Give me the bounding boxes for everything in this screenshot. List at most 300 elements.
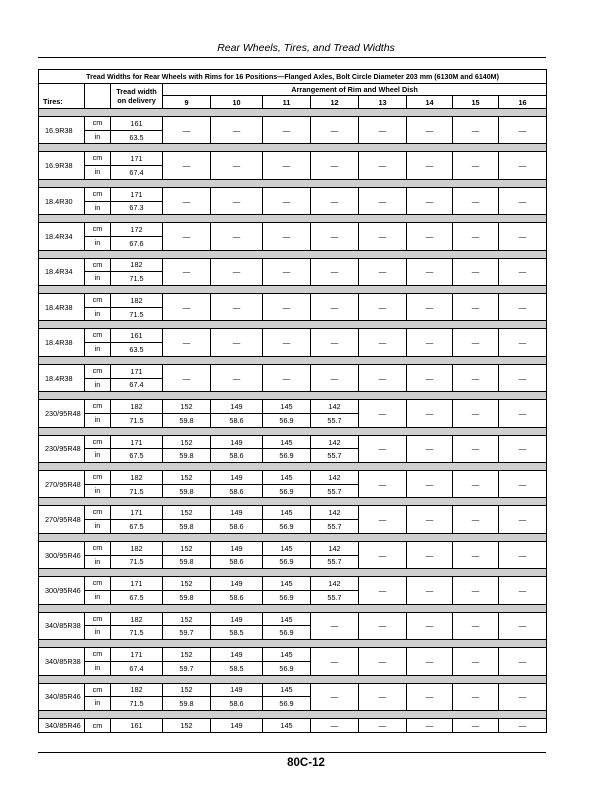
position-10-in: 58.6 bbox=[211, 449, 263, 463]
unit-cm: cm bbox=[85, 117, 111, 131]
position-9-in: 59.7 bbox=[163, 661, 211, 675]
empty-value-dash: — bbox=[453, 577, 499, 604]
table-row bbox=[39, 648, 547, 662]
separator-row bbox=[39, 498, 547, 506]
empty-value-dash: — bbox=[311, 612, 359, 639]
footer-divider bbox=[38, 752, 546, 753]
tire-size: 18.4R34 bbox=[39, 223, 85, 250]
position-10-in: 58.6 bbox=[211, 590, 263, 604]
table-row bbox=[39, 612, 547, 626]
position-12-cm: 142 bbox=[311, 506, 359, 520]
position-12-in: 55.7 bbox=[311, 449, 359, 463]
delivery-in: 71.5 bbox=[111, 272, 163, 286]
position-10-in: 58.6 bbox=[211, 520, 263, 534]
empty-value-dash: — bbox=[211, 294, 263, 321]
position-9-in: 59.8 bbox=[163, 413, 211, 427]
empty-value-dash: — bbox=[359, 223, 407, 250]
empty-value-dash: — bbox=[359, 435, 407, 462]
tire-size: 270/95R48 bbox=[39, 471, 85, 498]
table-row bbox=[39, 223, 547, 237]
empty-value-dash: — bbox=[311, 223, 359, 250]
position-11-in: 56.9 bbox=[263, 449, 311, 463]
empty-value-dash: — bbox=[499, 117, 547, 144]
unit-in: in bbox=[85, 449, 111, 463]
empty-value-dash: — bbox=[499, 612, 547, 639]
empty-value-dash: — bbox=[407, 648, 453, 675]
delivery-in: 71.5 bbox=[111, 555, 163, 569]
position-9-cm: 152 bbox=[163, 648, 211, 662]
unit-cm: cm bbox=[85, 152, 111, 166]
empty-value-dash: — bbox=[263, 117, 311, 144]
header-unit bbox=[85, 84, 111, 109]
position-10-in: 58.6 bbox=[211, 555, 263, 569]
delivery-cm: 171 bbox=[111, 506, 163, 520]
empty-value-dash: — bbox=[499, 400, 547, 427]
tire-size: 340/85R38 bbox=[39, 612, 85, 639]
empty-value-dash: — bbox=[359, 152, 407, 179]
empty-value-dash: — bbox=[453, 329, 499, 356]
empty-value-dash: — bbox=[359, 541, 407, 568]
empty-value-dash: — bbox=[311, 329, 359, 356]
empty-value-dash: — bbox=[407, 187, 453, 214]
position-12-cm: 142 bbox=[311, 435, 359, 449]
separator-row bbox=[39, 356, 547, 364]
position-11-cm: 145 bbox=[263, 506, 311, 520]
delivery-cm: 171 bbox=[111, 187, 163, 201]
empty-value-dash: — bbox=[499, 718, 547, 732]
unit-in: in bbox=[85, 520, 111, 534]
table-row bbox=[39, 400, 547, 414]
unit-in: in bbox=[85, 484, 111, 498]
separator-row bbox=[39, 179, 547, 187]
delivery-cm: 172 bbox=[111, 223, 163, 237]
delivery-cm: 171 bbox=[111, 435, 163, 449]
delivery-in: 63.5 bbox=[111, 130, 163, 144]
empty-value-dash: — bbox=[311, 683, 359, 710]
empty-value-dash: — bbox=[311, 718, 359, 732]
delivery-in: 71.5 bbox=[111, 697, 163, 711]
empty-value-dash: — bbox=[407, 152, 453, 179]
delivery-in: 67.6 bbox=[111, 236, 163, 250]
position-10-in: 58.6 bbox=[211, 697, 263, 711]
delivery-in: 67.3 bbox=[111, 201, 163, 215]
position-11-cm: 145 bbox=[263, 471, 311, 485]
delivery-cm: 182 bbox=[111, 612, 163, 626]
empty-value-dash: — bbox=[499, 471, 547, 498]
header-arrangement: Arrangement of Rim and Wheel Dish bbox=[163, 84, 547, 96]
delivery-in: 67.4 bbox=[111, 166, 163, 180]
unit-cm: cm bbox=[85, 329, 111, 343]
table-row bbox=[39, 506, 547, 520]
table-row bbox=[39, 683, 547, 697]
empty-value-dash: — bbox=[359, 683, 407, 710]
position-11-cm: 145 bbox=[263, 718, 311, 732]
empty-value-dash: — bbox=[499, 329, 547, 356]
tire-size: 16.9R38 bbox=[39, 152, 85, 179]
position-9-in: 59.8 bbox=[163, 590, 211, 604]
empty-value-dash: — bbox=[453, 435, 499, 462]
position-12-cm: 142 bbox=[311, 400, 359, 414]
empty-value-dash: — bbox=[211, 364, 263, 391]
tread-width-table bbox=[38, 69, 547, 733]
unit-cm: cm bbox=[85, 364, 111, 378]
tire-size: 340/85R38 bbox=[39, 648, 85, 675]
position-9-cm: 152 bbox=[163, 612, 211, 626]
empty-value-dash: — bbox=[359, 471, 407, 498]
unit-in: in bbox=[85, 166, 111, 180]
empty-value-dash: — bbox=[311, 648, 359, 675]
empty-value-dash: — bbox=[407, 329, 453, 356]
separator-row bbox=[39, 533, 547, 541]
empty-value-dash: — bbox=[453, 683, 499, 710]
empty-value-dash: — bbox=[311, 152, 359, 179]
position-12-in: 55.7 bbox=[311, 555, 359, 569]
empty-value-dash: — bbox=[263, 329, 311, 356]
empty-value-dash: — bbox=[359, 364, 407, 391]
empty-value-dash: — bbox=[163, 223, 211, 250]
empty-value-dash: — bbox=[499, 541, 547, 568]
position-11-cm: 145 bbox=[263, 541, 311, 555]
unit-in: in bbox=[85, 236, 111, 250]
separator-row bbox=[39, 321, 547, 329]
delivery-in: 63.5 bbox=[111, 343, 163, 357]
unit-cm: cm bbox=[85, 612, 111, 626]
unit-in: in bbox=[85, 272, 111, 286]
empty-value-dash: — bbox=[453, 294, 499, 321]
table-row bbox=[39, 152, 547, 166]
empty-value-dash: — bbox=[263, 187, 311, 214]
empty-value-dash: — bbox=[263, 364, 311, 391]
tire-size: 300/95R46 bbox=[39, 577, 85, 604]
delivery-cm: 182 bbox=[111, 683, 163, 697]
separator-row bbox=[39, 569, 547, 577]
delivery-cm: 161 bbox=[111, 718, 163, 732]
separator-row bbox=[39, 710, 547, 718]
empty-value-dash: — bbox=[407, 683, 453, 710]
empty-value-dash: — bbox=[359, 117, 407, 144]
empty-value-dash: — bbox=[407, 258, 453, 285]
position-9-cm: 152 bbox=[163, 683, 211, 697]
empty-value-dash: — bbox=[311, 364, 359, 391]
unit-cm: cm bbox=[85, 541, 111, 555]
position-10-in: 58.6 bbox=[211, 413, 263, 427]
empty-value-dash: — bbox=[499, 223, 547, 250]
empty-value-dash: — bbox=[407, 223, 453, 250]
tire-size: 18.4R38 bbox=[39, 294, 85, 321]
tire-size: 340/85R46 bbox=[39, 683, 85, 710]
empty-value-dash: — bbox=[453, 223, 499, 250]
position-9-cm: 152 bbox=[163, 471, 211, 485]
delivery-in: 67.4 bbox=[111, 661, 163, 675]
unit-cm: cm bbox=[85, 223, 111, 237]
empty-value-dash: — bbox=[359, 258, 407, 285]
empty-value-dash: — bbox=[499, 506, 547, 533]
table-row bbox=[39, 258, 547, 272]
separator-row bbox=[39, 392, 547, 400]
position-11-in: 56.9 bbox=[263, 626, 311, 640]
header-position-13: 13 bbox=[359, 96, 407, 109]
unit-cm: cm bbox=[85, 258, 111, 272]
table-row bbox=[39, 364, 547, 378]
position-10-cm: 149 bbox=[211, 400, 263, 414]
position-12-cm: 142 bbox=[311, 541, 359, 555]
empty-value-dash: — bbox=[263, 294, 311, 321]
empty-value-dash: — bbox=[359, 187, 407, 214]
table-row bbox=[39, 718, 547, 732]
position-9-cm: 152 bbox=[163, 541, 211, 555]
separator-row bbox=[39, 604, 547, 612]
header-tread-line1: Tread width bbox=[116, 87, 157, 96]
tire-size: 270/95R48 bbox=[39, 506, 85, 533]
empty-value-dash: — bbox=[263, 223, 311, 250]
delivery-cm: 171 bbox=[111, 364, 163, 378]
delivery-in: 67.4 bbox=[111, 378, 163, 392]
delivery-in: 71.5 bbox=[111, 307, 163, 321]
empty-value-dash: — bbox=[407, 718, 453, 732]
separator-row bbox=[39, 109, 547, 117]
empty-value-dash: — bbox=[453, 612, 499, 639]
tire-size: 18.4R38 bbox=[39, 364, 85, 391]
tire-size: 230/95R48 bbox=[39, 400, 85, 427]
unit-in: in bbox=[85, 697, 111, 711]
empty-value-dash: — bbox=[311, 187, 359, 214]
empty-value-dash: — bbox=[311, 117, 359, 144]
empty-value-dash: — bbox=[453, 471, 499, 498]
separator-row bbox=[39, 215, 547, 223]
unit-cm: cm bbox=[85, 471, 111, 485]
unit-cm: cm bbox=[85, 577, 111, 591]
delivery-cm: 161 bbox=[111, 117, 163, 131]
delivery-cm: 182 bbox=[111, 471, 163, 485]
empty-value-dash: — bbox=[499, 258, 547, 285]
empty-value-dash: — bbox=[359, 718, 407, 732]
position-10-in: 58.5 bbox=[211, 626, 263, 640]
position-10-cm: 149 bbox=[211, 435, 263, 449]
header-position-10: 10 bbox=[211, 96, 263, 109]
position-10-cm: 149 bbox=[211, 506, 263, 520]
position-11-cm: 145 bbox=[263, 400, 311, 414]
position-9-in: 59.8 bbox=[163, 697, 211, 711]
empty-value-dash: — bbox=[453, 541, 499, 568]
table-row bbox=[39, 329, 547, 343]
table-row bbox=[39, 117, 547, 131]
header-tread-width bbox=[111, 84, 163, 109]
page-number: 80C-12 bbox=[287, 757, 325, 769]
position-10-cm: 149 bbox=[211, 471, 263, 485]
unit-in: in bbox=[85, 555, 111, 569]
title-divider bbox=[38, 57, 546, 58]
position-10-in: 58.5 bbox=[211, 661, 263, 675]
empty-value-dash: — bbox=[499, 683, 547, 710]
unit-in: in bbox=[85, 307, 111, 321]
empty-value-dash: — bbox=[407, 294, 453, 321]
empty-value-dash: — bbox=[211, 117, 263, 144]
separator-row bbox=[39, 675, 547, 683]
empty-value-dash: — bbox=[311, 294, 359, 321]
delivery-in: 67.5 bbox=[111, 449, 163, 463]
separator-row bbox=[39, 640, 547, 648]
table-row bbox=[39, 577, 547, 591]
page-title: Rear Wheels, Tires, and Tread Widths bbox=[217, 42, 395, 54]
unit-cm: cm bbox=[85, 648, 111, 662]
unit-in: in bbox=[85, 378, 111, 392]
separator-row bbox=[39, 250, 547, 258]
table-row bbox=[39, 294, 547, 308]
position-10-cm: 149 bbox=[211, 612, 263, 626]
empty-value-dash: — bbox=[407, 577, 453, 604]
table-row bbox=[39, 541, 547, 555]
position-11-in: 56.9 bbox=[263, 661, 311, 675]
table-row bbox=[39, 187, 547, 201]
unit-in: in bbox=[85, 201, 111, 215]
empty-value-dash: — bbox=[359, 400, 407, 427]
delivery-cm: 171 bbox=[111, 648, 163, 662]
position-11-in: 56.9 bbox=[263, 484, 311, 498]
empty-value-dash: — bbox=[453, 400, 499, 427]
empty-value-dash: — bbox=[453, 718, 499, 732]
tire-size: 18.4R38 bbox=[39, 329, 85, 356]
empty-value-dash: — bbox=[407, 117, 453, 144]
empty-value-dash: — bbox=[163, 258, 211, 285]
position-12-in: 55.7 bbox=[311, 590, 359, 604]
delivery-cm: 182 bbox=[111, 400, 163, 414]
empty-value-dash: — bbox=[499, 152, 547, 179]
position-9-in: 59.7 bbox=[163, 626, 211, 640]
delivery-cm: 161 bbox=[111, 329, 163, 343]
unit-in: in bbox=[85, 661, 111, 675]
empty-value-dash: — bbox=[499, 577, 547, 604]
delivery-cm: 171 bbox=[111, 152, 163, 166]
empty-value-dash: — bbox=[359, 294, 407, 321]
delivery-in: 71.5 bbox=[111, 484, 163, 498]
table-row bbox=[39, 471, 547, 485]
position-12-in: 55.7 bbox=[311, 413, 359, 427]
position-11-in: 56.9 bbox=[263, 590, 311, 604]
position-11-in: 56.9 bbox=[263, 413, 311, 427]
header-tread-line2: on delivery bbox=[117, 96, 156, 105]
position-12-in: 55.7 bbox=[311, 484, 359, 498]
table-caption: Tread Widths for Rear Wheels with Rims for 16 Positions—Flanged Axles, Bolt Circle Diameter 203 mm (6130M and 6140M) bbox=[39, 70, 547, 84]
unit-cm: cm bbox=[85, 187, 111, 201]
empty-value-dash: — bbox=[407, 435, 453, 462]
empty-value-dash: — bbox=[163, 152, 211, 179]
position-11-in: 56.9 bbox=[263, 697, 311, 711]
position-9-cm: 152 bbox=[163, 506, 211, 520]
empty-value-dash: — bbox=[453, 117, 499, 144]
empty-value-dash: — bbox=[211, 187, 263, 214]
position-11-cm: 145 bbox=[263, 648, 311, 662]
position-12-in: 55.7 bbox=[311, 520, 359, 534]
position-11-cm: 145 bbox=[263, 683, 311, 697]
position-12-cm: 142 bbox=[311, 577, 359, 591]
separator-row bbox=[39, 427, 547, 435]
unit-in: in bbox=[85, 590, 111, 604]
position-11-in: 56.9 bbox=[263, 520, 311, 534]
header-position-11: 11 bbox=[263, 96, 311, 109]
empty-value-dash: — bbox=[407, 506, 453, 533]
position-11-cm: 145 bbox=[263, 435, 311, 449]
empty-value-dash: — bbox=[359, 506, 407, 533]
tire-size: 300/95R46 bbox=[39, 541, 85, 568]
empty-value-dash: — bbox=[263, 258, 311, 285]
tire-size: 230/95R48 bbox=[39, 435, 85, 462]
position-10-cm: 149 bbox=[211, 648, 263, 662]
empty-value-dash: — bbox=[407, 612, 453, 639]
empty-value-dash: — bbox=[163, 117, 211, 144]
delivery-cm: 182 bbox=[111, 258, 163, 272]
position-10-cm: 149 bbox=[211, 683, 263, 697]
empty-value-dash: — bbox=[407, 541, 453, 568]
table-row bbox=[39, 435, 547, 449]
delivery-in: 67.5 bbox=[111, 590, 163, 604]
position-10-in: 58.6 bbox=[211, 484, 263, 498]
header-position-12: 12 bbox=[311, 96, 359, 109]
empty-value-dash: — bbox=[499, 435, 547, 462]
empty-value-dash: — bbox=[163, 294, 211, 321]
tire-size: 16.9R38 bbox=[39, 117, 85, 144]
position-9-cm: 152 bbox=[163, 718, 211, 732]
empty-value-dash: — bbox=[359, 648, 407, 675]
empty-value-dash: — bbox=[453, 258, 499, 285]
unit-cm: cm bbox=[85, 718, 111, 732]
unit-in: in bbox=[85, 626, 111, 640]
position-9-in: 59.8 bbox=[163, 484, 211, 498]
position-11-in: 56.9 bbox=[263, 555, 311, 569]
tire-size: 340/85R46 bbox=[39, 718, 85, 732]
position-9-in: 59.8 bbox=[163, 555, 211, 569]
separator-row bbox=[39, 144, 547, 152]
delivery-in: 67.5 bbox=[111, 520, 163, 534]
empty-value-dash: — bbox=[359, 577, 407, 604]
empty-value-dash: — bbox=[263, 152, 311, 179]
empty-value-dash: — bbox=[407, 364, 453, 391]
empty-value-dash: — bbox=[453, 152, 499, 179]
empty-value-dash: — bbox=[163, 364, 211, 391]
empty-value-dash: — bbox=[453, 506, 499, 533]
delivery-in: 71.5 bbox=[111, 626, 163, 640]
position-10-cm: 149 bbox=[211, 577, 263, 591]
unit-in: in bbox=[85, 413, 111, 427]
delivery-in: 71.5 bbox=[111, 413, 163, 427]
delivery-cm: 182 bbox=[111, 541, 163, 555]
empty-value-dash: — bbox=[453, 364, 499, 391]
position-9-in: 59.8 bbox=[163, 520, 211, 534]
empty-value-dash: — bbox=[499, 648, 547, 675]
empty-value-dash: — bbox=[311, 258, 359, 285]
delivery-cm: 171 bbox=[111, 577, 163, 591]
empty-value-dash: — bbox=[211, 223, 263, 250]
header-position-14: 14 bbox=[407, 96, 453, 109]
empty-value-dash: — bbox=[359, 329, 407, 356]
unit-cm: cm bbox=[85, 400, 111, 414]
unit-cm: cm bbox=[85, 435, 111, 449]
position-11-cm: 145 bbox=[263, 577, 311, 591]
separator-row bbox=[39, 463, 547, 471]
delivery-cm: 182 bbox=[111, 294, 163, 308]
header-position-15: 15 bbox=[453, 96, 499, 109]
empty-value-dash: — bbox=[499, 364, 547, 391]
position-10-cm: 149 bbox=[211, 541, 263, 555]
header-position-9: 9 bbox=[163, 96, 211, 109]
empty-value-dash: — bbox=[211, 329, 263, 356]
separator-row bbox=[39, 286, 547, 294]
position-9-cm: 152 bbox=[163, 435, 211, 449]
unit-cm: cm bbox=[85, 294, 111, 308]
empty-value-dash: — bbox=[499, 187, 547, 214]
position-11-cm: 145 bbox=[263, 612, 311, 626]
position-12-cm: 142 bbox=[311, 471, 359, 485]
empty-value-dash: — bbox=[163, 187, 211, 214]
